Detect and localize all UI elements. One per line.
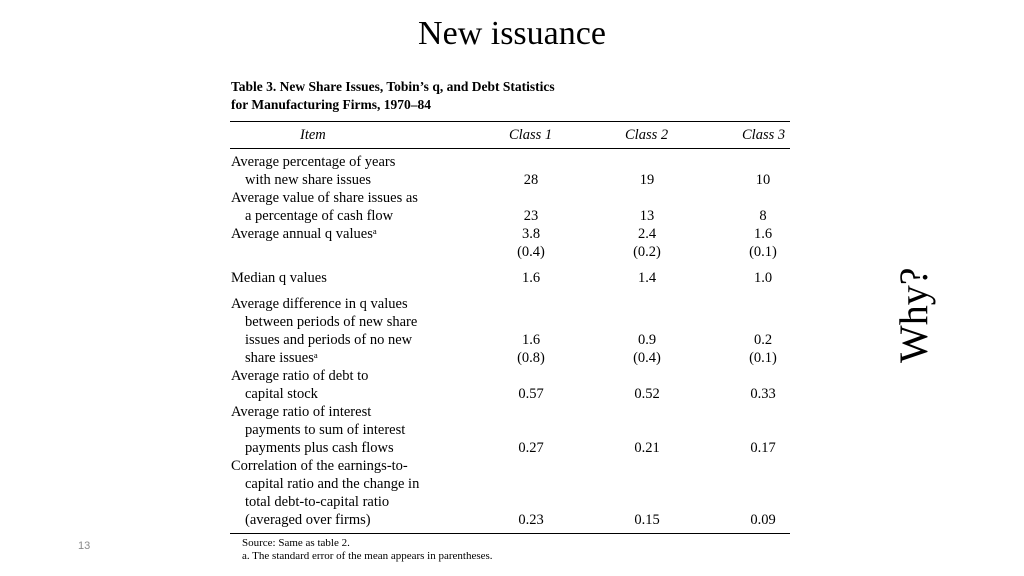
row-value-class-1: (0.8) (517, 350, 545, 366)
slide-title: New issuance (418, 15, 606, 52)
why-annotation: Why? (891, 267, 936, 363)
table-row (230, 225, 790, 243)
row-value-class-1: 1.6 (521, 270, 541, 286)
row-value-class-2: 0.9 (637, 332, 657, 348)
row-value-class-2: (0.4) (633, 350, 661, 366)
row-value-class-2: (0.2) (633, 244, 661, 260)
row-value-class-3: 10 (755, 172, 771, 188)
table-row (230, 295, 790, 313)
table-row (230, 189, 790, 207)
row-value-class-1: 0.57 (518, 386, 544, 402)
row-value-class-2: 0.21 (634, 440, 660, 456)
row-value-class-2: 2.4 (637, 226, 657, 242)
table-header-row (230, 122, 790, 148)
row-item-label: total debt-to-capital ratio (245, 494, 390, 510)
table-bottom-rule (230, 533, 790, 534)
row-item-label: share issuesᵃ (245, 350, 318, 366)
table-row (230, 331, 790, 349)
table-caption-line-2: for Manufacturing Firms, 1970–84 (231, 97, 431, 112)
table-caption-line-1: Table 3. New Share Issues, Tobin’s q, and Debt Statistics (231, 79, 555, 94)
row-item-label: Average ratio of debt to (231, 368, 369, 384)
row-value-class-3: 1.6 (753, 226, 773, 242)
row-item-label: Average difference in q values (231, 296, 408, 312)
table-row (230, 207, 790, 225)
row-item-label: payments to sum of interest (245, 422, 406, 438)
table-row (230, 153, 790, 171)
row-item-label: a percentage of cash flow (245, 208, 394, 224)
row-value-class-3: 0.2 (753, 332, 773, 348)
row-value-class-1: 28 (523, 172, 539, 188)
row-value-class-2: 0.15 (634, 512, 660, 528)
page-number: 13 (78, 540, 91, 552)
row-value-class-3: 0.17 (750, 440, 776, 456)
row-value-class-1: 1.6 (521, 332, 541, 348)
table-row (230, 493, 790, 511)
row-item-label: between periods of new share (245, 314, 418, 330)
table-row (230, 403, 790, 421)
table-row (230, 313, 790, 331)
table-row (230, 171, 790, 189)
row-item-label: capital stock (245, 386, 318, 402)
header-class-1: Class 1 (509, 127, 553, 143)
row-item-label: Correlation of the earnings-to- (231, 458, 408, 474)
table-row (230, 367, 790, 385)
row-item-label: Average percentage of years (231, 154, 396, 170)
table-footnotes (230, 537, 790, 563)
row-value-class-3: 1.0 (753, 270, 773, 286)
row-value-class-1: 0.23 (518, 512, 544, 528)
table-row (230, 349, 790, 367)
table-row (230, 385, 790, 403)
row-value-class-3: 8 (759, 208, 767, 224)
table-row (230, 511, 790, 529)
row-item-label: Average ratio of interest (231, 404, 372, 420)
row-value-class-1: (0.4) (517, 244, 545, 260)
row-value-class-3: 0.09 (750, 512, 776, 528)
row-item-label: capital ratio and the change in (245, 476, 420, 492)
data-table (230, 78, 790, 563)
row-value-class-2: 13 (639, 208, 655, 224)
table-row (230, 243, 790, 261)
header-class-2: Class 2 (625, 127, 669, 143)
row-value-class-3: (0.1) (749, 244, 777, 260)
row-item-label: Average value of share issues as (231, 190, 418, 206)
row-value-class-1: 23 (523, 208, 539, 224)
footnote-source: Source: Same as table 2. (242, 537, 350, 549)
row-item-label: issues and periods of no new (245, 332, 413, 348)
table-row (230, 457, 790, 475)
table-row (230, 475, 790, 493)
row-value-class-2: 0.52 (634, 386, 660, 402)
table-row (230, 421, 790, 439)
table-body (230, 149, 790, 529)
table-row (230, 439, 790, 457)
row-item-label: with new share issues (245, 172, 372, 188)
row-value-class-3: 0.33 (750, 386, 776, 402)
row-value-class-3: (0.1) (749, 350, 777, 366)
row-item-label: (averaged over firms) (245, 512, 371, 528)
row-item-label: Median q values (231, 270, 327, 286)
header-class-3: Class 3 (742, 127, 786, 143)
header-item: Item (300, 127, 326, 143)
row-value-class-1: 3.8 (521, 226, 541, 242)
row-value-class-1: 0.27 (518, 440, 544, 456)
row-value-class-2: 1.4 (637, 270, 657, 286)
row-item-label: Average annual q valuesᵃ (231, 226, 377, 242)
row-item-label: payments plus cash flows (245, 440, 394, 456)
footnote-a: a. The standard error of the mean appears in parentheses. (242, 550, 493, 562)
table-row (230, 269, 790, 287)
table-caption (231, 78, 790, 114)
row-value-class-2: 19 (639, 172, 655, 188)
